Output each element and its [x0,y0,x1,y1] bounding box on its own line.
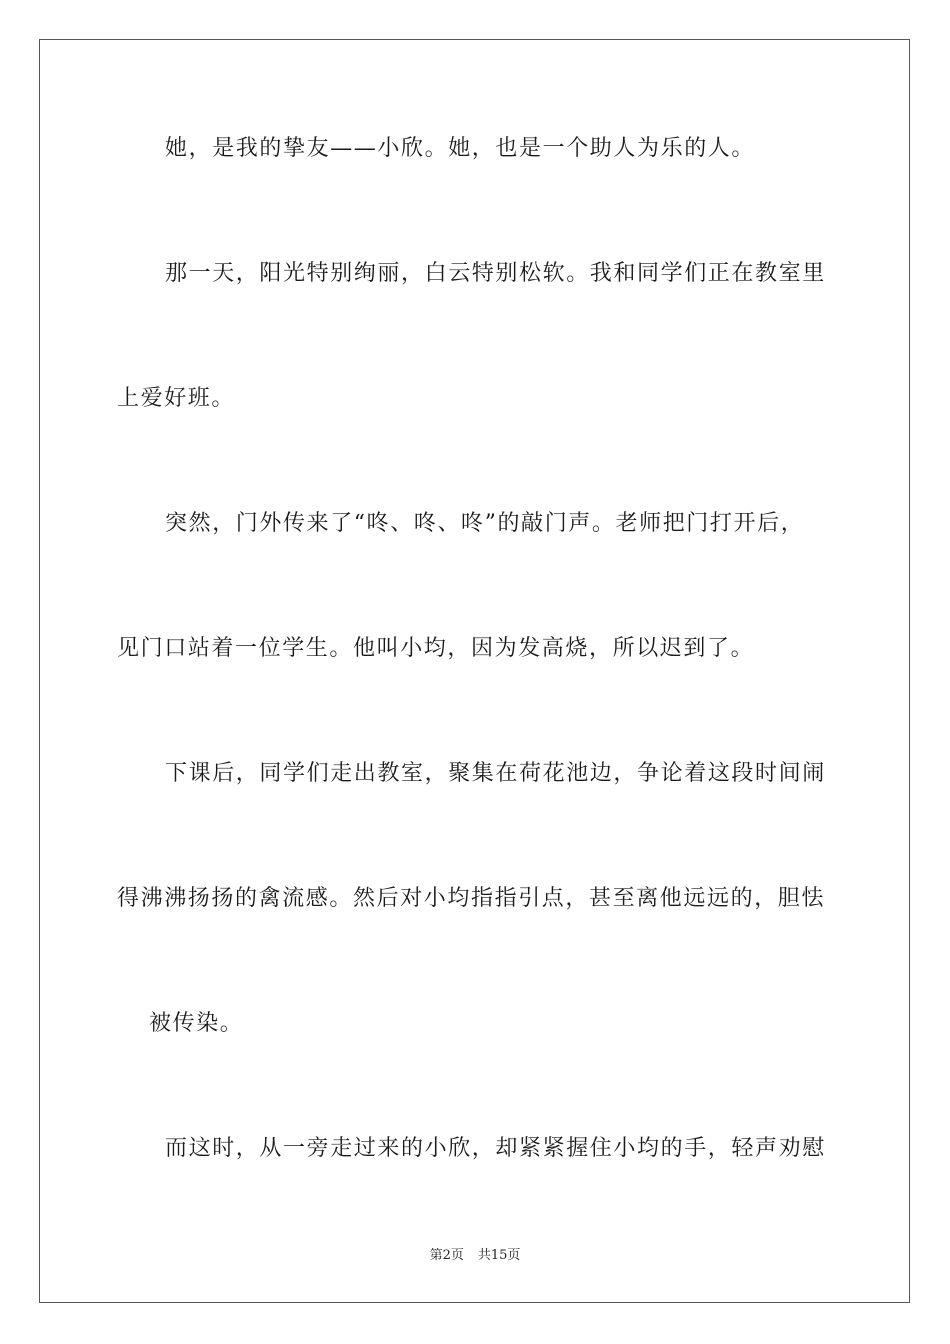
total-pages: 共15页 [477,1248,521,1263]
paragraph-line: 突然，门外传来了“咚、咚、咚”的敲门声。老师把门打开后， [165,511,805,536]
paragraph-line: 得沸沸扬扬的禽流感。然后对小均指指引点，甚至离他远远的，胆怯 [117,886,826,911]
paragraph-line: 下课后，同学们走出教室，聚集在荷花池边，争论着这段时间闹 [165,761,826,786]
paragraph-line: 她，是我的挚友——小欣。她，也是一个助人为乐的人。 [165,136,756,161]
paragraph-line: 而这时，从一旁走过来的小欣，却紧紧握住小均的手，轻声劝慰 [165,1136,826,1161]
paragraph-line: 被传染。 [149,1011,244,1036]
page-number: 第2页 [429,1248,464,1263]
page-footer [0,1247,950,1265]
paragraph-line: 上爱好班。 [117,386,236,411]
page-border [39,39,910,1303]
paragraph-line: 见门口站着一位学生。他叫小均，因为发高烧，所以迟到了。 [117,636,755,661]
paragraph-line: 那一天，阳光特别绚丽，白云特别松软。我和同学们正在教室里 [165,261,826,286]
